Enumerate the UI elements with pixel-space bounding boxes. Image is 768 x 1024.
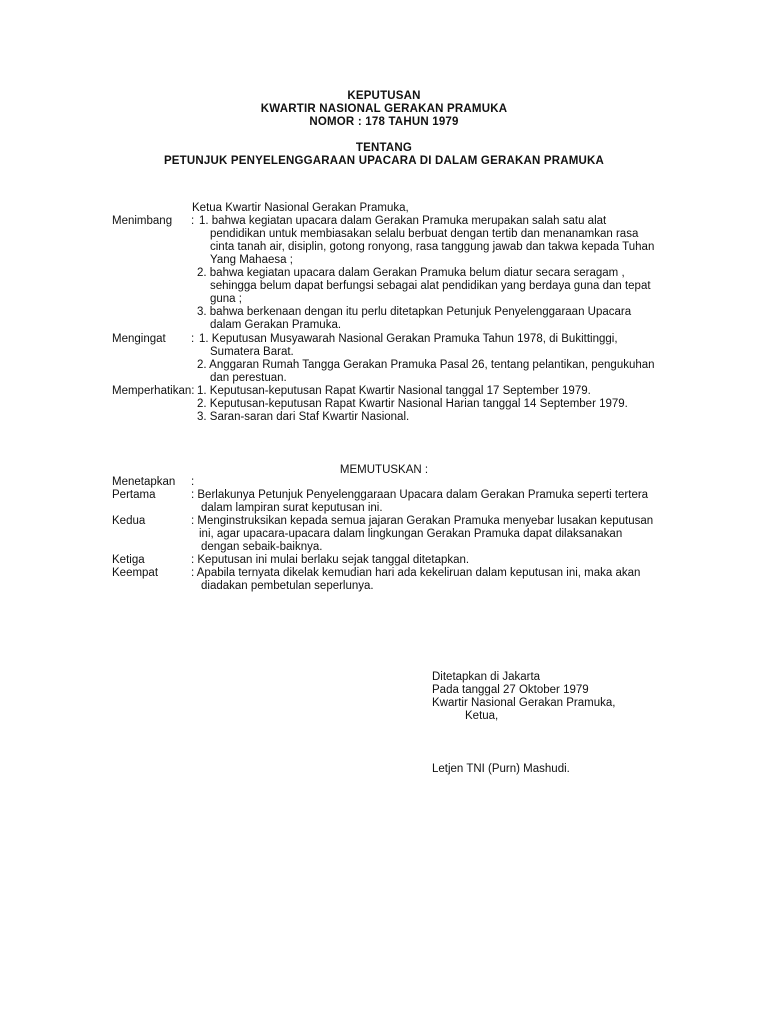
pertama-line-2: dalam lampiran surat keputusan ini.	[201, 502, 383, 514]
mengingat-colon: :	[191, 333, 195, 345]
kedua-line-3: dengan sebaik-baiknya.	[201, 541, 323, 553]
header-keputusan: KEPUTUSAN	[347, 90, 421, 102]
pertama-line-1: : Berlakunya Petunjuk Penyelenggaraan Upacara dalam Gerakan Pramuka seperti tertera	[191, 489, 649, 501]
menimbang-item-2-line-1: 2. bahwa kegiatan upacara dalam Gerakan Pramuka belum diatur secara seragam ,	[197, 267, 625, 279]
pertama-label: Pertama	[112, 489, 156, 501]
menimbang-item-1-line-4: Yang Mahaesa ;	[210, 254, 293, 266]
menimbang-label: Menimbang	[112, 215, 173, 227]
memperhatikan-item-1: 1. Keputusan-keputusan Rapat Kwartir Nasional tanggal 17 September 1979.	[197, 385, 591, 397]
memperhatikan-item-3: 3. Saran-saran dari Staf Kwartir Nasional.	[197, 411, 410, 423]
menimbang-item-1-line-3: cinta tanah air, disiplin, gotong ronyong, rasa tanggung jawab dan takwa kepada Tuhan	[210, 241, 655, 253]
ketiga-line-1: : Keputusan ini mulai berlaku sejak tanggal ditetapkan.	[191, 554, 470, 566]
signatory-name: Letjen TNI (Purn) Mashudi.	[432, 763, 570, 775]
keempat-label: Keempat	[112, 567, 159, 579]
mengingat-item-2-line-2: dan perestuan.	[210, 372, 287, 384]
header-subject: PETUNJUK PENYELENGGARAAN UPACARA DI DALAM GERAKAN PRAMUKA	[163, 155, 605, 167]
menimbang-item-1-line-2: pendidikan untuk membiasakan selalu berbuat dengan tertib dan menanamkan rasa	[210, 228, 639, 240]
document-header	[0, 90, 768, 168]
menimbang-item-2-line-2: sehingga belum dapat berfungsi sebagai alat pendidikan yang berdaya guna dan tepat	[210, 280, 651, 292]
menetapkan-colon: :	[191, 476, 195, 488]
menimbang-item-2-line-3: guna ;	[210, 293, 242, 305]
mengingat-label: Mengingat	[112, 333, 166, 345]
keempat-line-2: diadakan pembetulan seperlunya.	[201, 580, 374, 592]
header-number: NOMOR : 178 TAHUN 1979	[309, 116, 459, 128]
memutuskan-heading: MEMUTUSKAN :	[339, 464, 429, 476]
header-tentang: TENTANG	[355, 142, 413, 154]
ketiga-label: Ketiga	[112, 554, 145, 566]
signature-block	[432, 671, 615, 723]
mengingat-item-1-line-2: Sumatera Barat.	[210, 346, 294, 358]
intro-line: Ketua Kwartir Nasional Gerakan Pramuka,	[192, 202, 409, 214]
signature-organization: Kwartir Nasional Gerakan Pramuka,	[432, 697, 616, 709]
memperhatikan-item-2: 2. Keputusan-keputusan Rapat Kwartir Nasional Harian tanggal 14 September 1979.	[197, 398, 628, 410]
memperhatikan-label: Memperhatikan:	[112, 385, 195, 397]
menimbang-item-3-line-2: dalam Gerakan Pramuka.	[210, 319, 342, 331]
mengingat-item-2-line-1: 2. Anggaran Rumah Tangga Gerakan Pramuka Pasal 26, tentang pelantikan, pengukuhan	[197, 359, 655, 371]
kedua-label: Kedua	[112, 515, 146, 527]
header-organization: KWARTIR NASIONAL GERAKAN PRAMUKA	[260, 103, 508, 115]
keempat-line-1: : Apabila ternyata dikelak kemudian hari ada kekeliruan dalam keputusan ini, maka akan	[191, 567, 641, 579]
signature-role: Ketua,	[465, 710, 499, 722]
menimbang-item-3-line-1: 3. bahwa berkenaan dengan itu perlu ditetapkan Petunjuk Penyelenggaraan Upacara	[197, 306, 632, 318]
menetapkan-label: Menetapkan	[112, 476, 176, 488]
mengingat-item-1-line-1: 1. Keputusan Musyawarah Nasional Gerakan Pramuka Tahun 1978, di Bukittinggi,	[199, 333, 618, 345]
signature-place: Ditetapkan di Jakarta	[432, 671, 541, 683]
menimbang-item-1-line-1: 1. bahwa kegiatan upacara dalam Gerakan Pramuka merupakan salah satu alat	[199, 215, 607, 227]
kedua-line-1: : Menginstruksikan kepada semua jajaran Gerakan Pramuka menyebar lusakan keputusan	[191, 515, 654, 527]
menimbang-colon: :	[191, 215, 195, 227]
signature-date: Pada tanggal 27 Oktober 1979	[432, 684, 589, 696]
kedua-line-2: ini, agar upacara-upacara dalam lingkungan Gerakan Pramuka dapat dilaksanakan	[199, 528, 623, 540]
